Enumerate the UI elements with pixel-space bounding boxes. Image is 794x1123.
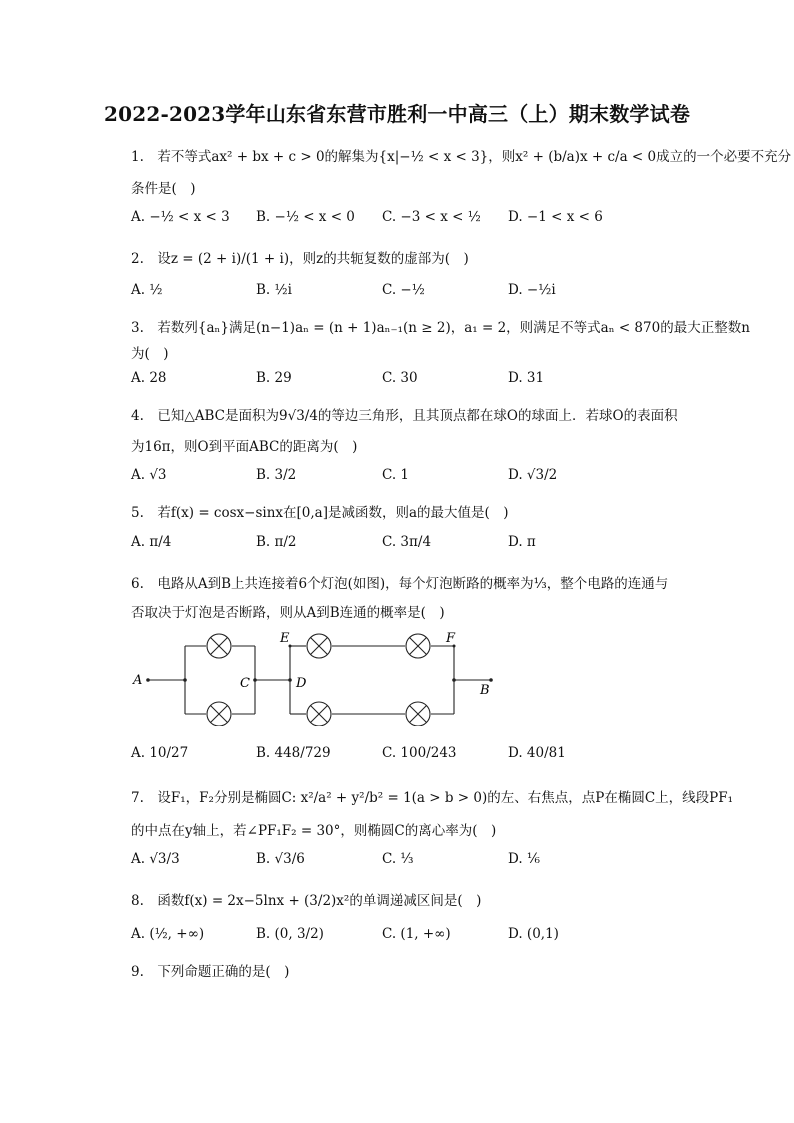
question-4-stem-cont: 为16π，则O到平面ABC的距离为( ) (131, 439, 358, 455)
q5-option-b: B. π/2 (256, 534, 297, 550)
bulb-icon (406, 634, 430, 658)
question-3-stem: 3. 若数列{aₙ}满足(n−1)aₙ = (n + 1)aₙ₋₁(n ≥ 2)，a₁ = 2，则满足不等式aₙ < 870的最大正整数n (131, 320, 750, 336)
label-f: F (446, 631, 456, 646)
q2-option-c: C. −½ (382, 282, 425, 298)
q8-option-a: A. (½, +∞) (131, 926, 205, 942)
bulb-icon (406, 702, 430, 726)
q1-option-b: B. −½ < x < 0 (256, 209, 355, 225)
q3-option-b: B. 29 (256, 370, 292, 386)
q6-option-a: A. 10/27 (131, 745, 189, 761)
bulb-icon (307, 702, 331, 726)
label-e: E (280, 631, 290, 646)
question-6-stem: 6. 电路从A到B上共连接着6个灯泡(如图)，每个灯泡断路的概率为⅓，整个电路的连通与 (131, 576, 669, 592)
q5-option-a: A. π/4 (131, 534, 172, 550)
q7-option-a: A. √3/3 (131, 851, 180, 867)
question-4-stem: 4. 已知△ABC是面积为9√3/4的等边三角形，且其顶点都在球O的球面上．若球O的表面积 (131, 408, 678, 424)
bulb-icon (207, 634, 231, 658)
q4-option-c: C. 1 (382, 467, 410, 483)
q8-option-c: C. (1, +∞) (382, 926, 451, 942)
question-5-stem: 5. 若f(x) = cosx−sinx在[0,a]是减函数，则a的最大值是( ) (131, 505, 509, 521)
q4-option-d: D. √3/2 (508, 467, 558, 483)
bulb-icon (207, 702, 231, 726)
q4-option-b: B. 3/2 (256, 467, 297, 483)
question-1-stem: 1. 若不等式ax² + bx + c > 0的解集为{x|−½ < x < 3}，则x² + (b/a)x + c/a < 0成立的一个必要不充分 (131, 149, 792, 165)
q8-option-b: B. (0, 3/2) (256, 926, 324, 942)
label-b: B (480, 683, 490, 698)
label-d: D (296, 676, 307, 691)
question-7-stem-cont: 的中点在y轴上，若∠PF₁F₂ = 30°，则椭圆C的离心率为( ) (131, 823, 497, 839)
q5-option-d: D. π (508, 534, 536, 550)
bulb-icon (307, 634, 331, 658)
q1-option-c: C. −3 < x < ½ (382, 209, 481, 225)
q3-option-a: A. 28 (131, 370, 167, 386)
q8-option-d: D. (0,1) (508, 926, 559, 942)
q2-option-a: A. ½ (131, 282, 163, 298)
circuit-diagram (128, 626, 528, 726)
q1-option-a: A. −½ < x < 3 (131, 209, 230, 225)
question-9-stem: 9. 下列命题正确的是( ) (131, 964, 290, 980)
question-3-stem-cont: 为( ) (131, 346, 169, 362)
q6-option-d: D. 40/81 (508, 745, 566, 761)
q3-option-d: D. 31 (508, 370, 545, 386)
label-a: A (133, 673, 143, 688)
page-title: 2022-2023学年山东省东营市胜利一中高三（上）期末数学试卷 (103, 102, 691, 126)
q2-option-d: D. −½i (508, 282, 556, 298)
question-2-stem: 2. 设z = (2 + i)/(1 + i)，则z的共轭复数的虚部为( ) (131, 251, 469, 267)
q1-option-d: D. −1 < x < 6 (508, 209, 603, 225)
question-6-stem-cont: 否取决于灯泡是否断路，则从A到B连通的概率是( ) (131, 605, 445, 621)
q7-option-d: D. ⅙ (508, 851, 541, 867)
q7-option-c: C. ⅓ (382, 851, 414, 867)
question-8-stem: 8. 函数f(x) = 2x−5lnx + (3/2)x²的单调递减区间是( ) (131, 893, 482, 909)
q6-option-c: C. 100/243 (382, 745, 457, 761)
question-1-stem-cont: 条件是( ) (131, 181, 196, 197)
q5-option-c: C. 3π/4 (382, 534, 432, 550)
q3-option-c: C. 30 (382, 370, 418, 386)
q4-option-a: A. √3 (131, 467, 167, 483)
q6-option-b: B. 448/729 (256, 745, 331, 761)
question-7-stem: 7. 设F₁，F₂分别是椭圆C: x²/a² + y²/b² = 1(a > b > 0)的左、右焦点，点P在椭圆C上，线段PF₁ (131, 790, 734, 806)
label-c: C (240, 676, 250, 691)
q7-option-b: B. √3/6 (256, 851, 305, 867)
q2-option-b: B. ½i (256, 282, 292, 298)
